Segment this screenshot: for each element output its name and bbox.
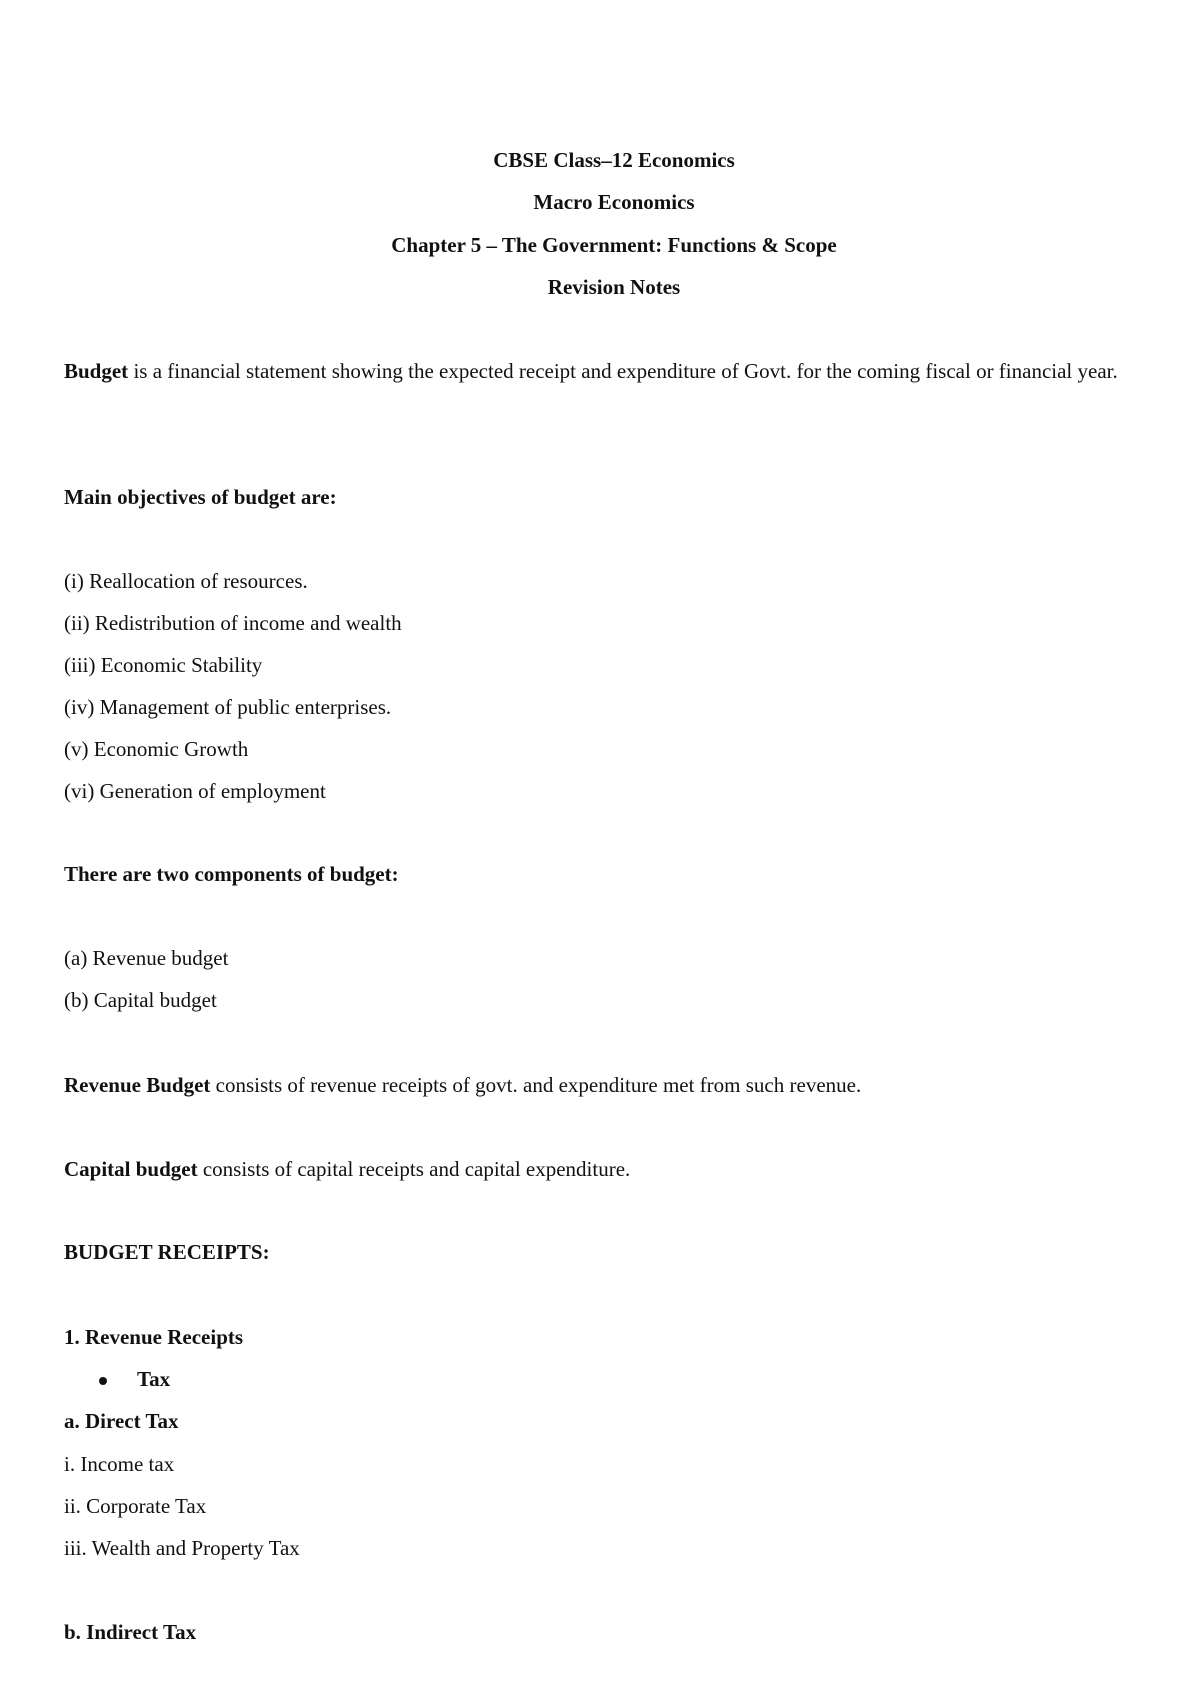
direct-tax-item: ii. Corporate Tax	[64, 1494, 207, 1518]
doc-title-chapter: Chapter 5 – The Government: Functions & Scope	[391, 233, 837, 257]
capital-budget-term: Capital budget	[64, 1157, 198, 1181]
objective-item: (iii) Economic Stability	[64, 653, 263, 677]
components-heading: There are two components of budget:	[64, 862, 399, 886]
revenue-budget-text: consists of revenue receipts of govt. and expenditure met from such revenue.	[210, 1073, 862, 1097]
component-item: (b) Capital budget	[64, 988, 217, 1012]
direct-tax-item: i. Income tax	[64, 1452, 175, 1476]
direct-tax-item: iii. Wealth and Property Tax	[64, 1536, 300, 1560]
budget-definition	[64, 350, 1124, 392]
objective-item: (i) Reallocation of resources.	[64, 569, 308, 593]
tax-bullet-label: Tax	[137, 1367, 171, 1391]
capital-budget-definition	[64, 1159, 630, 1180]
budget-term: Budget	[64, 359, 129, 383]
objective-item: (vi) Generation of employment	[64, 779, 326, 803]
budget-definition-text: is a financial statement showing the expected receipt and expenditure of Govt. for the coming fiscal or financial year.	[128, 359, 1118, 383]
direct-tax-heading: a. Direct Tax	[64, 1409, 179, 1433]
doc-title-subject: Macro Economics	[533, 190, 695, 214]
revenue-budget-term: Revenue Budget	[64, 1073, 211, 1097]
bullet-icon	[99, 1377, 107, 1385]
doc-title-board: CBSE Class–12 Economics	[493, 148, 735, 172]
objective-item: (iv) Management of public enterprises.	[64, 695, 392, 719]
revenue-receipts-heading: 1. Revenue Receipts	[64, 1325, 244, 1349]
objective-item: (ii) Redistribution of income and wealth	[64, 611, 402, 635]
doc-title-notes: Revision Notes	[547, 275, 681, 299]
revenue-budget-definition	[64, 1075, 861, 1096]
objective-item: (v) Economic Growth	[64, 737, 249, 761]
budget-receipts-heading: BUDGET RECEIPTS:	[64, 1240, 270, 1264]
capital-budget-text: consists of capital receipts and capital expenditure.	[197, 1157, 631, 1181]
component-item: (a) Revenue budget	[64, 946, 229, 970]
indirect-tax-heading: b. Indirect Tax	[64, 1620, 197, 1644]
objectives-heading: Main objectives of budget are:	[64, 485, 337, 509]
